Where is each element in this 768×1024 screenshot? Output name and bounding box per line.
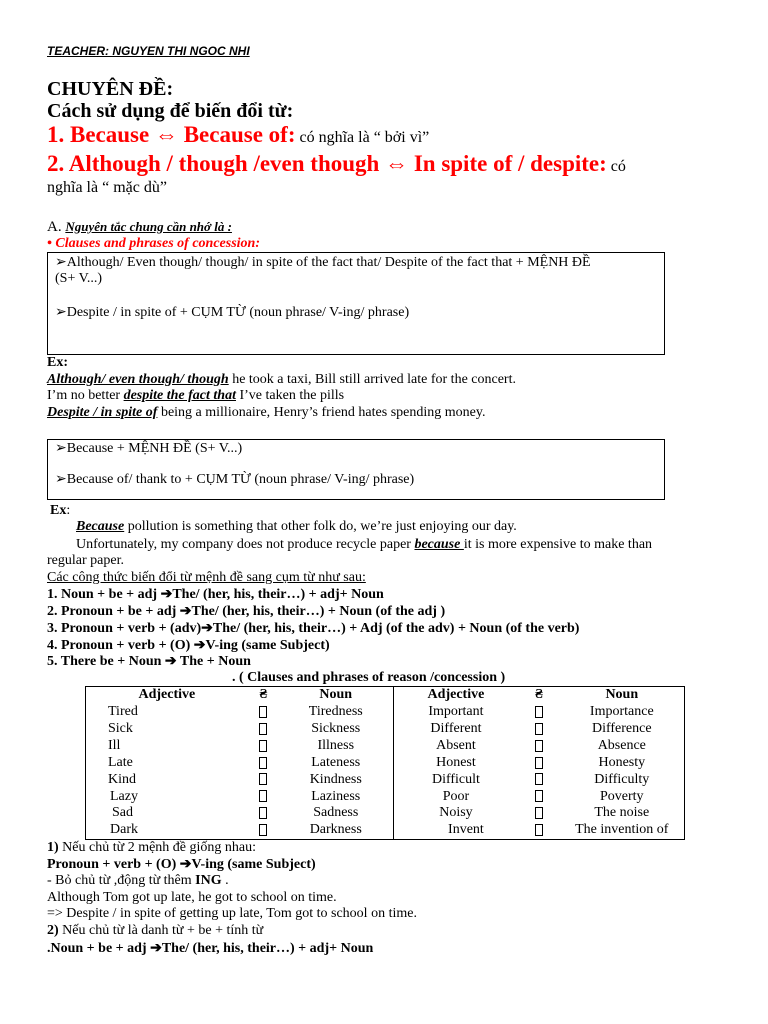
arrow-box-icon [518, 771, 559, 788]
noun-cell: Lateness [279, 754, 394, 771]
adjective-cell: Noisy [439, 805, 473, 821]
example-4 [76, 519, 517, 535]
arrow-box-icon [518, 754, 559, 771]
rule-2-number: 2) [47, 923, 59, 938]
example-5-pre: Unfortunately, my company does not produce recycle paper [76, 537, 415, 552]
example-1-rest: he took a taxi, Bill still arrived late for the concert. [228, 372, 516, 387]
example-4-lead: Because [76, 519, 125, 534]
table-row [86, 788, 685, 805]
table-row [86, 754, 685, 771]
example-4-rest: pollution is something that other folk do, we’re just enjoying our day. [124, 519, 517, 534]
noun-cell: The noise [594, 805, 650, 821]
rule-1-example-1: Although Tom got up late, he got to school on time. [47, 890, 337, 905]
table-row [86, 771, 685, 788]
adjective-cell: Lazy [110, 788, 138, 804]
example-2-lead: despite the fact that [123, 388, 236, 403]
arrow-box-icon [518, 720, 559, 737]
formula-5: 5. There be + Noun ➔ The + Noun [47, 654, 251, 669]
rule-1-text: Nếu chủ từ 2 mệnh đề giống nhau: [58, 840, 256, 855]
noun-cell: Sickness [279, 720, 394, 737]
example-label-2-colon: : [66, 503, 71, 518]
adjective-cell: Absent [436, 737, 476, 753]
teacher-name: TEACHER: NGUYEN THI NGOC NHI [47, 44, 250, 58]
header-noun-left: Noun [279, 687, 394, 704]
heading-line-2-red: 2. Although / though /even though ⇔ In spite of / despite: [47, 151, 607, 176]
heading-line-2 [47, 151, 626, 177]
adjective-cell: Late [108, 754, 133, 770]
example-1-lead: Although/ even though/ though [47, 372, 229, 387]
adjective-cell: Poor [442, 788, 470, 804]
concession-bullet: • Clauses and phrases of concession: [47, 236, 260, 251]
header-adjective-left: Adjective [138, 687, 196, 703]
arrow-box-icon [248, 754, 279, 771]
heading-line-2-note: có [606, 158, 626, 175]
table-header-row [86, 687, 685, 704]
adjective-cell: Difficult [431, 771, 480, 787]
example-5-cont: regular paper. [47, 553, 124, 568]
rule-2-formula: .Noun + be + adj ➔The/ (her, his, their…) + adj+ Noun [47, 941, 374, 956]
adjective-cell: Honest [436, 754, 476, 770]
noun-cell: Darkness [279, 822, 394, 840]
formula-1: 1. Noun + be + adj ➔The/ (her, his, their…) + adj+ Noun [47, 587, 384, 602]
rule-1-number: 1) [47, 840, 59, 855]
example-2-rest: I’ve taken the pills [235, 388, 345, 403]
rule-1-note-bold: ING [195, 873, 222, 888]
formula-4: 4. Pronoun + verb + (O) ➔V-ing (same Subject) [47, 638, 330, 653]
reason-rule-1: ➢Because + MỆNH ĐỀ (S+ V...) [55, 441, 243, 456]
table-row [86, 720, 685, 737]
rule-1-note-pre: - Bỏ chủ từ ,động từ thêm [47, 873, 196, 888]
table-caption: . ( Clauses and phrases of reason /concession ) [232, 670, 506, 685]
example-3 [47, 405, 485, 421]
heading-line-1 [47, 122, 429, 148]
concession-rule-2: ➢Despite / in spite of + CỤM TỪ (noun phrase/ V-ing/ phrase) [55, 305, 410, 320]
rule-2-heading [47, 923, 263, 939]
table-row [86, 805, 685, 822]
noun-cell: Poverty [600, 788, 644, 804]
rule-1-note-post: . [221, 873, 229, 888]
noun-cell: Sadness [279, 805, 394, 822]
table-row [86, 822, 685, 840]
example-1 [47, 372, 516, 388]
example-5-lead: because [414, 537, 464, 552]
topic-heading: CHUYÊN ĐỀ: [47, 78, 174, 100]
arrow-box-icon [518, 788, 559, 805]
noun-cell: Difficulty [594, 771, 650, 787]
arrow-box-icon [248, 805, 279, 822]
example-label-2-text: Ex [50, 503, 67, 518]
concession-rule-1: ➢Although/ Even though/ though/ in spite of the fact that/ Despite of the fact that + MỆNH ĐỀ [55, 255, 591, 270]
table-row [86, 737, 685, 754]
formulas-intro: Các công thức biến đổi từ mệnh đề sang cụm từ như sau: [47, 570, 366, 585]
noun-cell: Honesty [598, 754, 646, 770]
rule-1-formula: Pronoun + verb + (O) ➔V-ing (same Subject) [47, 857, 316, 872]
rule-1-example-2: => Despite / in spite of getting up late, Tom got to school on time. [47, 906, 417, 921]
arrow-box-icon [518, 805, 559, 822]
vocabulary-table [85, 686, 685, 840]
example-3-lead: Despite / in spite of [47, 405, 158, 420]
adjective-cell: Sick [108, 720, 133, 736]
noun-cell: Difference [591, 720, 652, 736]
heading-line-2-cont: nghĩa là “ mặc dù” [47, 179, 167, 196]
section-a-heading [47, 219, 232, 236]
adjective-cell: Invent [448, 822, 484, 838]
example-2 [47, 388, 344, 404]
rule-1-heading [47, 840, 256, 856]
arrow-box-icon [248, 771, 279, 788]
header-symbol-right: ₴ [534, 687, 543, 703]
noun-cell: Importance [589, 703, 654, 719]
concession-rule-1-cont: (S+ V...) [55, 271, 103, 286]
table-row [86, 704, 685, 721]
arrow-box-icon [248, 822, 279, 840]
heading-line-1-red: 1. Because ⇔ Because of: [47, 122, 296, 147]
arrow-box-icon [248, 720, 279, 737]
adjective-cell: Ill [108, 737, 121, 753]
rule-2-text: Nếu chủ từ là danh từ + be + tính từ [58, 923, 264, 938]
adjective-cell: Sad [112, 805, 133, 821]
example-label: Ex: [47, 355, 68, 370]
arrow-box-icon [248, 704, 279, 721]
example-5-rest: it is more expensive to make than [463, 537, 653, 552]
arrow-box-icon [248, 788, 279, 805]
arrow-box-icon [518, 704, 559, 721]
noun-cell: Kindness [279, 771, 394, 788]
header-noun-right: Noun [605, 687, 639, 703]
arrow-box-icon [518, 822, 559, 840]
noun-cell: Illness [279, 737, 394, 754]
reason-rule-2: ➢Because of/ thank to + CỤM TỪ (noun phrase/ V-ing/ phrase) [55, 472, 415, 487]
section-a-label: A. [47, 219, 66, 235]
arrow-box-icon [518, 737, 559, 754]
noun-cell: Absence [597, 737, 646, 753]
header-adjective-right: Adjective [427, 687, 485, 703]
noun-cell: Tiredness [279, 704, 394, 721]
arrow-box-icon [248, 737, 279, 754]
noun-cell: The invention of [575, 822, 669, 838]
usage-heading: Cách sử dụng để biến đổi từ: [47, 100, 294, 122]
adjective-cell: Important [428, 703, 484, 719]
adjective-cell: Dark [110, 822, 138, 838]
noun-cell: Laziness [279, 788, 394, 805]
adjective-cell: Kind [108, 771, 136, 787]
formula-2: 2. Pronoun + be + adj ➔The/ (her, his, their…) + Noun (of the adj ) [47, 604, 446, 619]
example-5 [76, 537, 652, 553]
example-label-2 [50, 503, 70, 519]
section-a-title: Nguyên tắc chung cần nhớ là : [65, 219, 232, 234]
header-symbol-left: ₴ [259, 687, 268, 703]
rule-1-note [47, 873, 229, 889]
example-3-rest: being a millionaire, Henry’s friend hates spending money. [157, 405, 486, 420]
formula-3: 3. Pronoun + verb + (adv)➔The/ (her, his, their…) + Adj (of the adv) + Noun (of the verb) [47, 621, 580, 636]
heading-line-1-note: có nghĩa là “ bởi vì” [295, 129, 430, 146]
adjective-cell: Tired [108, 703, 138, 719]
example-2-pre: I’m no better [47, 388, 124, 403]
adjective-cell: Different [430, 720, 482, 736]
